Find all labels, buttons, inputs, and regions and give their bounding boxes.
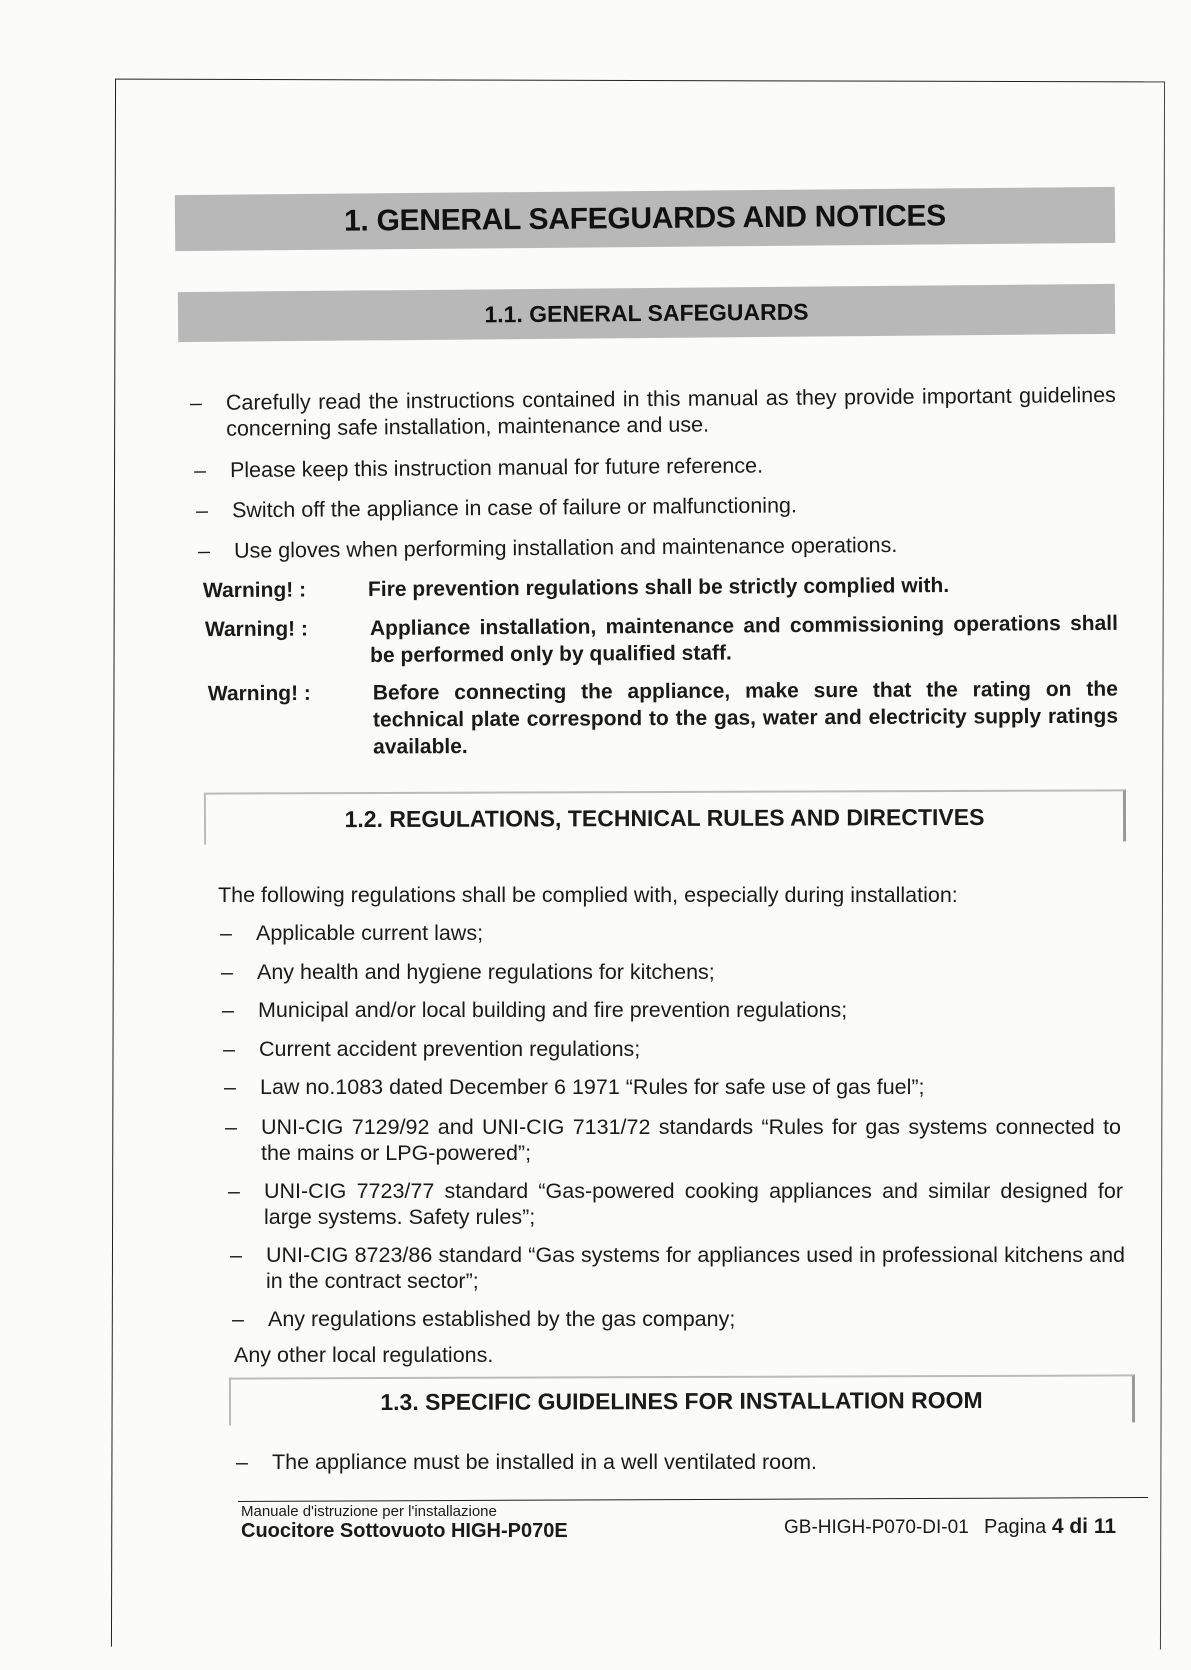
bullet-item (222, 997, 847, 1023)
warning-row (208, 676, 1118, 762)
bullet-item (228, 1178, 1123, 1230)
footer-product-name: Cuocitore Sottovuoto HIGH-P070E (241, 1520, 568, 1542)
heading-1-3: 1.3. SPECIFIC GUIDELINES FOR INSTALLATION ROOM (229, 1374, 1135, 1425)
page-num: 4 di 11 (1051, 1515, 1117, 1538)
closing-paragraph: Any other local regulations. (234, 1343, 494, 1367)
bullet-dash: – (223, 1037, 235, 1061)
bullet-text: Law no.1083 dated December 6 1971 “Rules for safe use of gas fuel”; (260, 1075, 925, 1099)
bullet-text: UNI-CIG 7723/77 standard “Gas-powered cooking appliances and similar designed for large systems. Safety rules”; (264, 1179, 1123, 1229)
heading-1: 1. GENERAL SAFEGUARDS AND NOTICES (175, 187, 1115, 251)
warning-label: Warning! : (202, 578, 307, 603)
bullet-item (194, 453, 763, 484)
bullet-text: Switch off the appliance in case of failure or malfunctioning. (231, 493, 797, 523)
page-label: Pagina (984, 1516, 1047, 1538)
bullet-dash: – (197, 538, 211, 564)
bullet-item (232, 1306, 735, 1332)
bullet-item (220, 920, 483, 946)
bullet-text: Municipal and/or local building and fire prevention regulations; (258, 998, 848, 1022)
footer-page-number (984, 1515, 1116, 1539)
bullet-item (225, 1114, 1121, 1166)
bullet-dash: – (224, 1075, 236, 1099)
warning-text: Appliance installation, maintenance and commissioning operations shall be performed only by qualified staff. (369, 611, 1118, 668)
bullet-dash: – (232, 1307, 244, 1331)
warning-text: Fire prevention regulations shall be strictly complied with. (367, 573, 950, 602)
bullet-dash: – (222, 998, 234, 1022)
bullet-text: Use gloves when performing installation and maintenance operations. (233, 532, 898, 563)
warning-label: Warning! : (204, 617, 309, 642)
bullet-text: UNI-CIG 7129/92 and UNI-CIG 7131/72 standards “Rules for gas systems connected to the mains or LPG-powered”; (261, 1115, 1121, 1165)
bullet-text: Any regulations established by the gas company; (268, 1307, 736, 1331)
footer-doc-code: GB-HIGH-P070-DI-01 (784, 1517, 969, 1538)
bullet-dash: – (193, 458, 207, 483)
bullet-text: Applicable current laws; (256, 921, 484, 945)
bullet-dash: – (221, 960, 233, 984)
bullet-dash: – (225, 1115, 237, 1139)
bullet-dash: – (220, 921, 232, 945)
bullet-text: UNI-CIG 8723/86 standard “Gas systems for appliances used in professional kitchens and in the contract sector”; (266, 1243, 1125, 1293)
warning-row (205, 610, 1118, 670)
bullet-text: The appliance must be installed in a well ventilated room. (272, 1450, 817, 1474)
warning-label: Warning! : (207, 681, 311, 706)
bullet-text: Any health and hygiene regulations for kitchens; (257, 960, 715, 984)
bullet-text: Current accident prevention regulations; (259, 1037, 641, 1061)
bullet-dash: – (230, 1243, 242, 1267)
bullet-dash: – (189, 390, 202, 416)
bullet-item (236, 1449, 817, 1475)
bullet-dash: – (228, 1179, 240, 1203)
footer-manual-title: Manuale d'istruzione per l'installazione (241, 1503, 497, 1520)
bullet-text: Please keep this instruction manual for future reference. (229, 453, 764, 483)
bullet-item (224, 1074, 925, 1100)
bullet-text: Carefully read the instructions contained in this manual as they provide important guidelines concerning safe installation, maintenance and use. (225, 382, 1116, 441)
intro-paragraph: The following regulations shall be complied with, especially during installation: (218, 883, 958, 907)
bullet-item (221, 959, 715, 985)
warning-text: Before connecting the appliance, make sure that the rating on the technical plate correspond to the gas, water and electricity supply ratings available. (372, 677, 1119, 759)
bullet-item (230, 1242, 1125, 1294)
bullet-item (223, 1036, 640, 1062)
bullet-dash: – (236, 1450, 248, 1474)
bullet-item (196, 492, 797, 523)
bullet-item (190, 382, 1116, 442)
bullet-dash: – (195, 498, 209, 523)
heading-1-2: 1.2. REGULATIONS, TECHNICAL RULES AND DIRECTIVES (204, 789, 1126, 844)
heading-1-1: 1.1. GENERAL SAFEGUARDS (178, 284, 1115, 342)
